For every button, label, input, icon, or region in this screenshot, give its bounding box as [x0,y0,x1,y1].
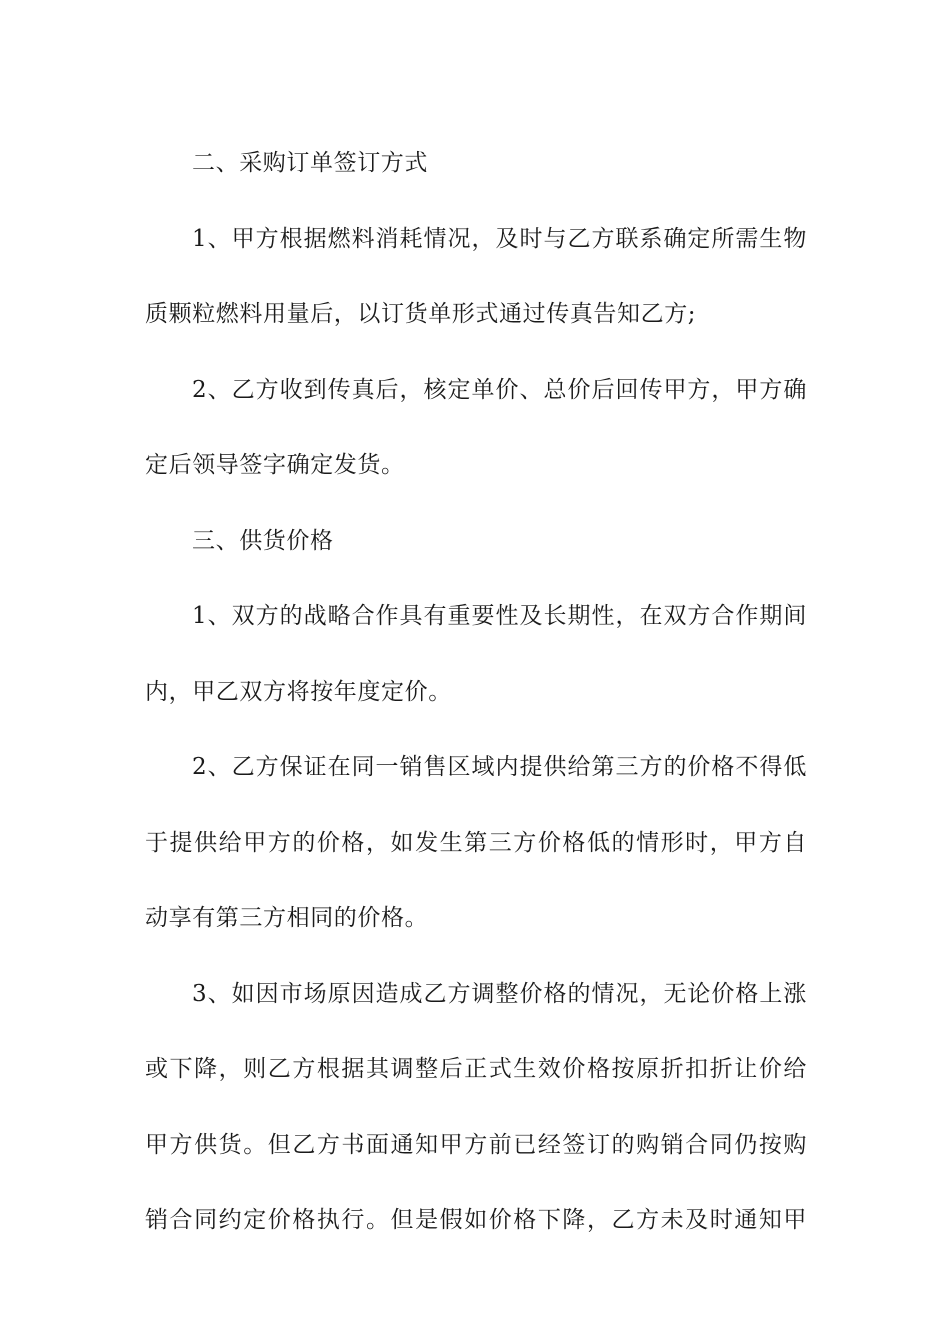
paragraph-line: 质颗粒燃料用量后，以订货单形式通过传真告知乙方; [145,301,697,327]
paragraph-line: 定后领导签字确定发货。 [145,452,405,478]
paragraph-line: 或下降，则乙方根据其调整后正式生效价格按原折扣折让价给 [145,1056,807,1082]
paragraph-line: 销合同约定价格执行。但是假如价格下降，乙方未及时通知甲 [145,1207,807,1233]
section-heading-supply-price: 三、供货价格 [192,527,334,554]
paragraph-line: 3、如因市场原因造成乙方调整价格的情况，无论价格上涨 [192,980,807,1007]
paragraph-line: 内，甲乙双方将按年度定价。 [145,678,452,705]
paragraph-line: 于提供给甲方的价格，如发生第三方价格低的情形时，甲方自 [145,829,807,856]
document-body [145,126,807,1259]
paragraph-line: 2、乙方保证在同一销售区域内提供给第三方的价格不得低 [192,754,807,780]
paragraph-line: 2、乙方收到传真后，核定单价、总价后回传甲方，甲方确 [192,376,807,403]
paragraph-line: 1、双方的战略合作具有重要性及长期性，在双方合作期间 [192,603,807,629]
section-heading-purchase-order: 二、采购订单签订方式 [192,150,428,176]
paragraph-line: 甲方供货。但乙方书面通知甲方前已经签订的购销合同仍按购 [145,1131,807,1158]
paragraph-line: 1、甲方根据燃料消耗情况，及时与乙方联系确定所需生物 [192,225,807,252]
paragraph-line: 动享有第三方相同的价格。 [145,905,429,931]
